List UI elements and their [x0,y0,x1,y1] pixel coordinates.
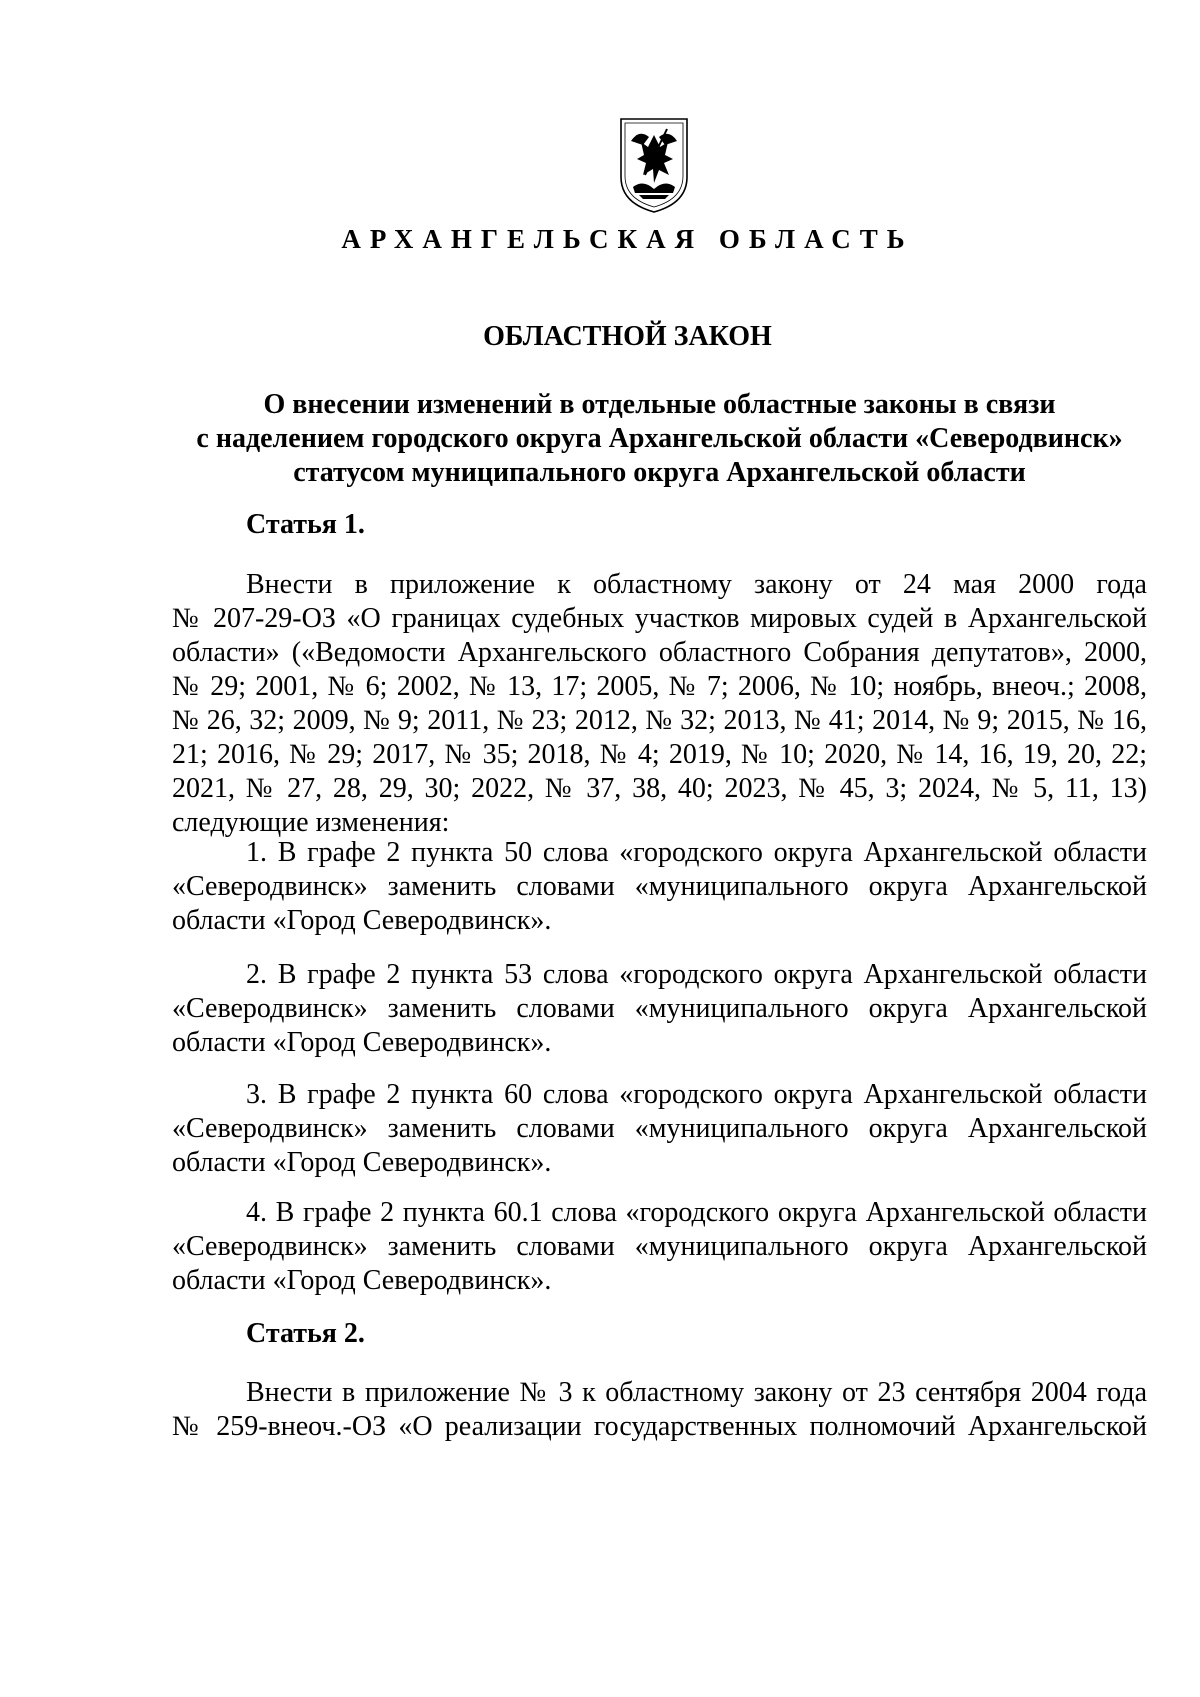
article-2-heading: Статья 2. [246,1318,365,1349]
paragraph-line: 2. В графе 2 пункта 53 слова «городского округа Архангельской области [246,959,1147,990]
paragraph-line: «Северодвинск» заменить словами «муниципального округа Архангельской [172,1113,1147,1144]
article-1-heading: Статья 1. [246,509,365,540]
law-title [172,388,1147,490]
paragraph-line: № 259-внеоч.-ОЗ «О реализации государственных полномочий Архангельской [172,1411,1147,1442]
paragraph-line: «Северодвинск» заменить словами «муниципального округа Архангельской [172,1231,1147,1262]
law-type-heading: ОБЛАСТНОЙ ЗАКОН [483,321,772,352]
article-1-item-1 [172,836,1147,938]
paragraph-line: области «Город Северодвинск». [172,1147,552,1178]
coat-of-arms-emblem [617,115,691,215]
paragraph-line: области «Город Северодвинск». [172,1265,552,1296]
paragraph-line: № 26, 32; 2009, № 9; 2011, № 23; 2012, № 32; 2013, № 41; 2014, № 9; 2015, № 16, [172,705,1147,736]
paragraph-line: Внести в приложение № 3 к областному закону от 23 сентября 2004 года [246,1377,1147,1408]
region-name: АРХАНГЕЛЬСКАЯ ОБЛАСТЬ [341,224,914,254]
paragraph-line: «Северодвинск» заменить словами «муниципального округа Архангельской [172,993,1147,1024]
article-1-intro [172,568,1147,840]
paragraph-line: 1. В графе 2 пункта 50 слова «городского округа Архангельской области [246,837,1147,868]
paragraph-line: «Северодвинск» заменить словами «муниципального округа Архангельской [172,871,1147,902]
law-title-line: О внесении изменений в отдельные областные законы в связи [263,389,1056,420]
law-title-line: с наделением городского округа Архангельской области «Северодвинск» [196,423,1123,454]
article-2-intro [172,1376,1147,1444]
paragraph-line: 2021, № 27, 28, 29, 30; 2022, № 37, 38, 40; 2023, № 45, 3; 2024, № 5, 11, 13) [172,773,1147,804]
paragraph-line: 4. В графе 2 пункта 60.1 слова «городского округа Архангельской области [246,1197,1147,1228]
paragraph-line: области «Город Северодвинск». [172,905,552,936]
law-title-line: статусом муниципального округа Архангельской области [293,457,1026,488]
paragraph-line: 3. В графе 2 пункта 60 слова «городского округа Архангельской области [246,1079,1147,1110]
article-1-item-3 [172,1078,1147,1180]
paragraph-line: области «Город Северодвинск». [172,1027,552,1058]
paragraph-line: № 207-29-ОЗ «О границах судебных участков мировых судей в Архангельской [172,603,1147,634]
paragraph-line: № 29; 2001, № 6; 2002, № 13, 17; 2005, № 7; 2006, № 10; ноябрь, внеоч.; 2008, [172,671,1147,702]
article-1-item-4 [172,1196,1147,1298]
paragraph-line: следующие изменения: [172,807,450,838]
article-1-item-2 [172,958,1147,1060]
paragraph-line: Внести в приложение к областному закону от 24 мая 2000 года [246,569,1147,600]
paragraph-line: области» («Ведомости Архангельского областного Собрания депутатов», 2000, [172,637,1147,668]
paragraph-line: 21; 2016, № 29; 2017, № 35; 2018, № 4; 2019, № 10; 2020, № 14, 16, 19, 20, 22; [172,739,1147,770]
